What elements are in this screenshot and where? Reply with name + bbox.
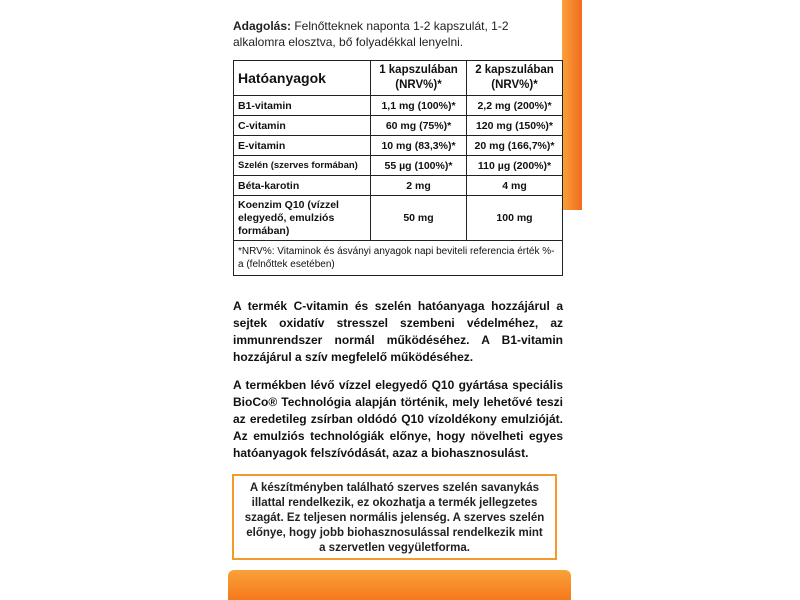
table-header-row: [234, 61, 563, 96]
table-row: [234, 156, 563, 176]
value-two: 4 mg: [467, 176, 563, 196]
value-one: 1,1 mg (100%)*: [371, 96, 467, 116]
value-one: 55 µg (100%)*: [371, 156, 467, 176]
selenium-notice-box: A készítményben található szerves szelén savanykás illattal rendelkezik, ez okozhatja a termék jellegzetes szagát. Ez teljesen normális jelenség. A szerves szelén előnye, hogy jobb biohasznosulással rendelkezik mint a szervetlen vegyületforma.: [232, 474, 557, 560]
value-one: 2 mg: [371, 176, 467, 196]
ingredient-name: Koenzim Q10 (vízzel elegyedő, emulziós formában): [234, 196, 371, 241]
header-ingredients: Hatóanyagok: [234, 61, 371, 96]
value-one: 60 mg (75%)*: [371, 116, 467, 136]
nrv-footnote: *NRV%: Vitaminok és ásványi anyagok napi beviteli referencia érték %-a (felnőttek esetében): [234, 241, 563, 276]
value-two: 2,2 mg (200%)*: [467, 96, 563, 116]
table-footnote-row: [234, 241, 563, 276]
value-two: 100 mg: [467, 196, 563, 241]
table-row: [234, 116, 563, 136]
benefit-paragraph: A termék C-vitamin és szelén hatóanyaga hozzájárul a sejtek oxidatív stresszel szembeni védelméhez, az immunrendszer normál működéséhez. A B1-vitamin hozzájárul a szív megfelelő működéséhez.: [233, 299, 563, 364]
table-row: [234, 96, 563, 116]
orange-side-stripe: [562, 0, 582, 210]
value-one: 50 mg: [371, 196, 467, 241]
orange-bottom-band: [228, 570, 571, 600]
value-two: 120 mg (150%)*: [467, 116, 563, 136]
ingredient-name: Béta-karotin: [234, 176, 371, 196]
table-row: [234, 196, 563, 241]
value-two: 20 mg (166,7%)*: [467, 136, 563, 156]
table-row: [234, 176, 563, 196]
nutrition-table: [233, 60, 563, 276]
value-one: 10 mg (83,3%)*: [371, 136, 467, 156]
technology-paragraph: A termékben lévő vízzel elegyedő Q10 gyártása speciális BioCo® Technológia alapján történik, mely lehetővé teszi az eredetileg zsírban oldódó Q10 vízoldékony emulzióját. Az emulziós technológiák előnye, hogy növelheti egyes hatóanyagok felszívódását, azaz a biohasznosulást.: [233, 378, 563, 460]
dosage-label: Adagolás:: [233, 19, 292, 33]
ingredient-name: Szelén (szerves formában): [234, 156, 371, 176]
dosage-instructions: Felnőtteknek naponta 1-2 kapszulát, 1-2 alkalomra elosztva, bő folyadékkal lenyelni.: [233, 19, 509, 49]
ingredient-name: B1-vitamin: [234, 96, 371, 116]
table-row: [234, 136, 563, 156]
ingredient-name: C-vitamin: [234, 116, 371, 136]
header-one-capsule: 1 kapszulában (NRV%)*: [371, 61, 467, 96]
ingredient-name: E-vitamin: [234, 136, 371, 156]
header-two-capsules: 2 kapszulában (NRV%)*: [467, 61, 563, 96]
value-two: 110 µg (200%)*: [467, 156, 563, 176]
dosage-text: [233, 18, 563, 50]
